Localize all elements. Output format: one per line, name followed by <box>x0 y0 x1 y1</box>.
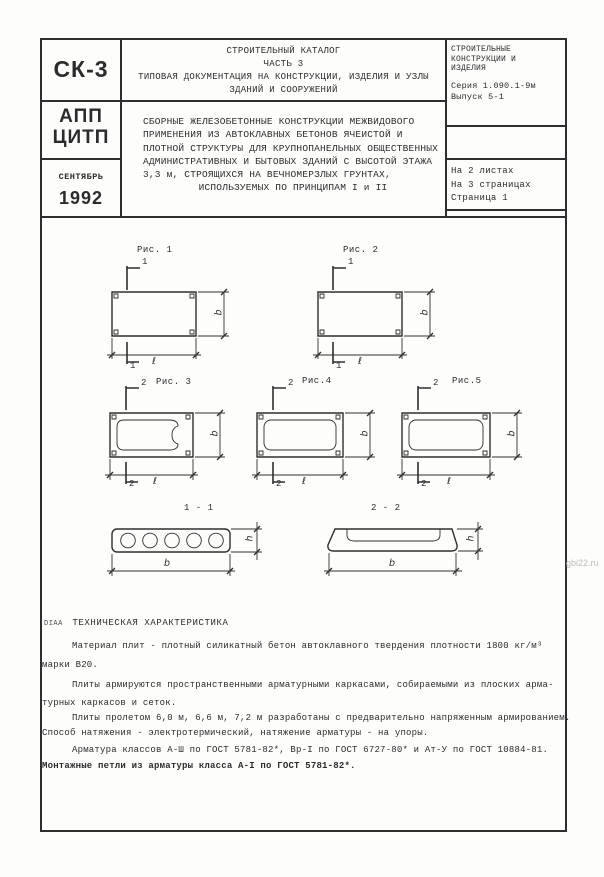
org-block <box>42 106 120 148</box>
header-bottom-line <box>40 216 567 218</box>
right-title-line: КОНСТРУКЦИИ И <box>451 54 517 64</box>
figure-2-caption: Рис. 2 <box>343 245 379 255</box>
catalog-title-line: ЧАСТЬ 3 <box>263 59 304 69</box>
figure-plan-2 <box>303 256 453 374</box>
catalog-title-line: ТИПОВАЯ ДОКУМЕНТАЦИЯ НА КОНСТРУКЦИИ, ИЗДЕЛИЯ И УЗЛЫ <box>138 72 429 82</box>
description-line: ИСПОЛЬЗУЕМЫХ ПО ПРИНЦИПАМ I и II <box>198 182 388 194</box>
description-line: ПЛОТНОЙ СТРУКТУРЫ ДЛЯ КРУПНОПАНЕЛЬНЫХ ОБЩЕСТВЕННЫХ <box>143 142 439 154</box>
length-dim-label: ℓ <box>302 476 306 487</box>
catalog-title-block <box>122 45 445 97</box>
section-mark-label: 2 <box>141 378 147 388</box>
hollow-core-section-icon <box>100 518 275 580</box>
header-vline-2 <box>445 38 447 218</box>
org-line: ЦИТП <box>52 127 110 148</box>
section-mark-label: 1 <box>142 257 148 267</box>
right-title-line: СТРОИТЕЛЬНЫЕ <box>451 45 512 54</box>
figure-4-caption: Рис.4 <box>302 376 332 386</box>
catalog-code: СК-3 <box>53 55 109 82</box>
width-dim-label: b <box>164 558 171 569</box>
catalog-title-line: ЗДАНИЙ И СООРУЖЕНИЙ <box>229 85 338 95</box>
org-line: АПП <box>59 106 103 127</box>
length-dim-label: ℓ <box>358 356 362 367</box>
tech-line: Монтажные петли из арматуры класса А-I по ГОСТ 5781-82*. <box>42 761 356 771</box>
height-dim-label: h <box>244 535 256 542</box>
description-block <box>143 115 443 195</box>
catalog-title-line: СТРОИТЕЛЬНЫЙ КАТАЛОГ <box>226 46 341 56</box>
length-dim-label: ℓ <box>152 356 156 367</box>
series-label: Серия 1.090.1-9м <box>451 80 536 91</box>
section-2-2-drawing <box>315 518 490 580</box>
section-2-2-caption: 2 - 2 <box>371 503 401 513</box>
plan-drawing-icon <box>95 378 245 490</box>
section-mark-label: 2 <box>421 479 427 489</box>
header-hline-left <box>40 158 122 160</box>
section-1-1-drawing <box>100 518 275 580</box>
section-mark-label: 1 <box>348 257 354 267</box>
figure-3-caption: Рис. 3 <box>156 377 192 387</box>
figure-plan-4 <box>242 378 392 490</box>
tech-line: Способ натяжения - электротермический, натяжение арматуры - на упоры. <box>42 728 429 738</box>
date-block <box>42 172 120 209</box>
tech-heading: ТЕХНИЧЕСКАЯ ХАРАКТЕРИСТИКА <box>72 618 229 628</box>
header-hline-right-2 <box>445 158 567 160</box>
watermark: gbi22.ru <box>566 558 599 568</box>
sheets-line: На 2 листах <box>451 166 514 176</box>
tech-line: турных каркасов и сеток. <box>42 698 177 708</box>
tech-line: марки В20. <box>42 660 99 670</box>
length-dim-label: ℓ <box>447 476 451 487</box>
figure-plan-3 <box>95 378 245 490</box>
header-hline-right-1 <box>445 125 567 127</box>
section-mark-label: 1 <box>130 361 136 371</box>
width-dim-label: b <box>419 309 431 316</box>
header-hline-row1 <box>40 100 447 102</box>
description-line: ПРИМЕНЕНИЯ ИЗ АВТОКЛАВНЫХ БЕТОНОВ ЯЧЕИСТОЙ И <box>143 129 403 141</box>
figure-5-caption: Рис.5 <box>452 376 482 386</box>
description-line: СБОРНЫЕ ЖЕЛЕЗОБЕТОННЫЕ КОНСТРУКЦИИ МЕЖВИДОВОГО <box>143 116 415 127</box>
section-mark-label: 2 <box>433 378 439 388</box>
description-line: 3,3 м, СТРОЯЩИХСЯ НА ВЕЧНОМЕРЗЛЫХ ГРУНТАХ, <box>143 169 391 181</box>
width-dim-label: b <box>213 309 225 316</box>
length-dim-label: ℓ <box>153 476 157 487</box>
year-label: 1992 <box>58 188 104 208</box>
sheets-line: На 3 страницах <box>451 179 531 190</box>
figure-plan-5 <box>387 378 537 490</box>
section-mark-label: 2 <box>276 479 282 489</box>
width-dim-label: b <box>389 558 396 569</box>
header-hline-right-3 <box>445 209 567 211</box>
figure-1-caption: Рис. 1 <box>137 245 173 255</box>
figure-plan-1 <box>97 256 247 374</box>
tech-heading-row <box>44 612 228 630</box>
ribbed-section-icon <box>315 518 490 580</box>
right-title-line: ИЗДЕЛИЯ <box>451 64 487 73</box>
tech-line: Плиты армируются пространственными арматурными каркасами, собираемыми из плоских арма- <box>72 680 554 690</box>
sheets-info <box>451 165 563 206</box>
width-dim-label: b <box>506 430 518 437</box>
tech-stamp: DIAA <box>44 620 63 628</box>
month-label: СЕНТЯБРЬ <box>58 172 104 182</box>
sheets-line: Страница 1 <box>451 193 509 203</box>
section-mark-label: 2 <box>288 378 294 388</box>
tech-line: Арматура классов А-Ш по ГОСТ 5781-82*, Вр-I по ГОСТ 6727-80* и Ат-У по ГОСТ 10884-81. <box>72 745 549 755</box>
issue-label: Выпуск 5-1 <box>451 91 505 102</box>
tech-line: Материал плит - плотный силикатный бетон автоклавного твердения плотности 1800 кг/м³ <box>72 641 543 651</box>
section-1-1-caption: 1 - 1 <box>184 503 214 513</box>
width-dim-label: b <box>209 430 221 437</box>
height-dim-label: h <box>465 535 477 542</box>
section-mark-label: 1 <box>336 361 342 371</box>
section-mark-label: 2 <box>129 479 135 489</box>
right-header-block <box>451 45 563 103</box>
width-dim-label: b <box>359 430 371 437</box>
description-line: АДМИНИСТРАТИВНЫХ И БЫТОВЫХ ЗДАНИЙ С ВЫСОТОЙ ЭТАЖА <box>143 155 433 167</box>
tech-line: Плиты пролетом 6,0 м, 6,6 м, 7,2 м разработаны с предварительно напряженным армированием. <box>72 713 571 723</box>
